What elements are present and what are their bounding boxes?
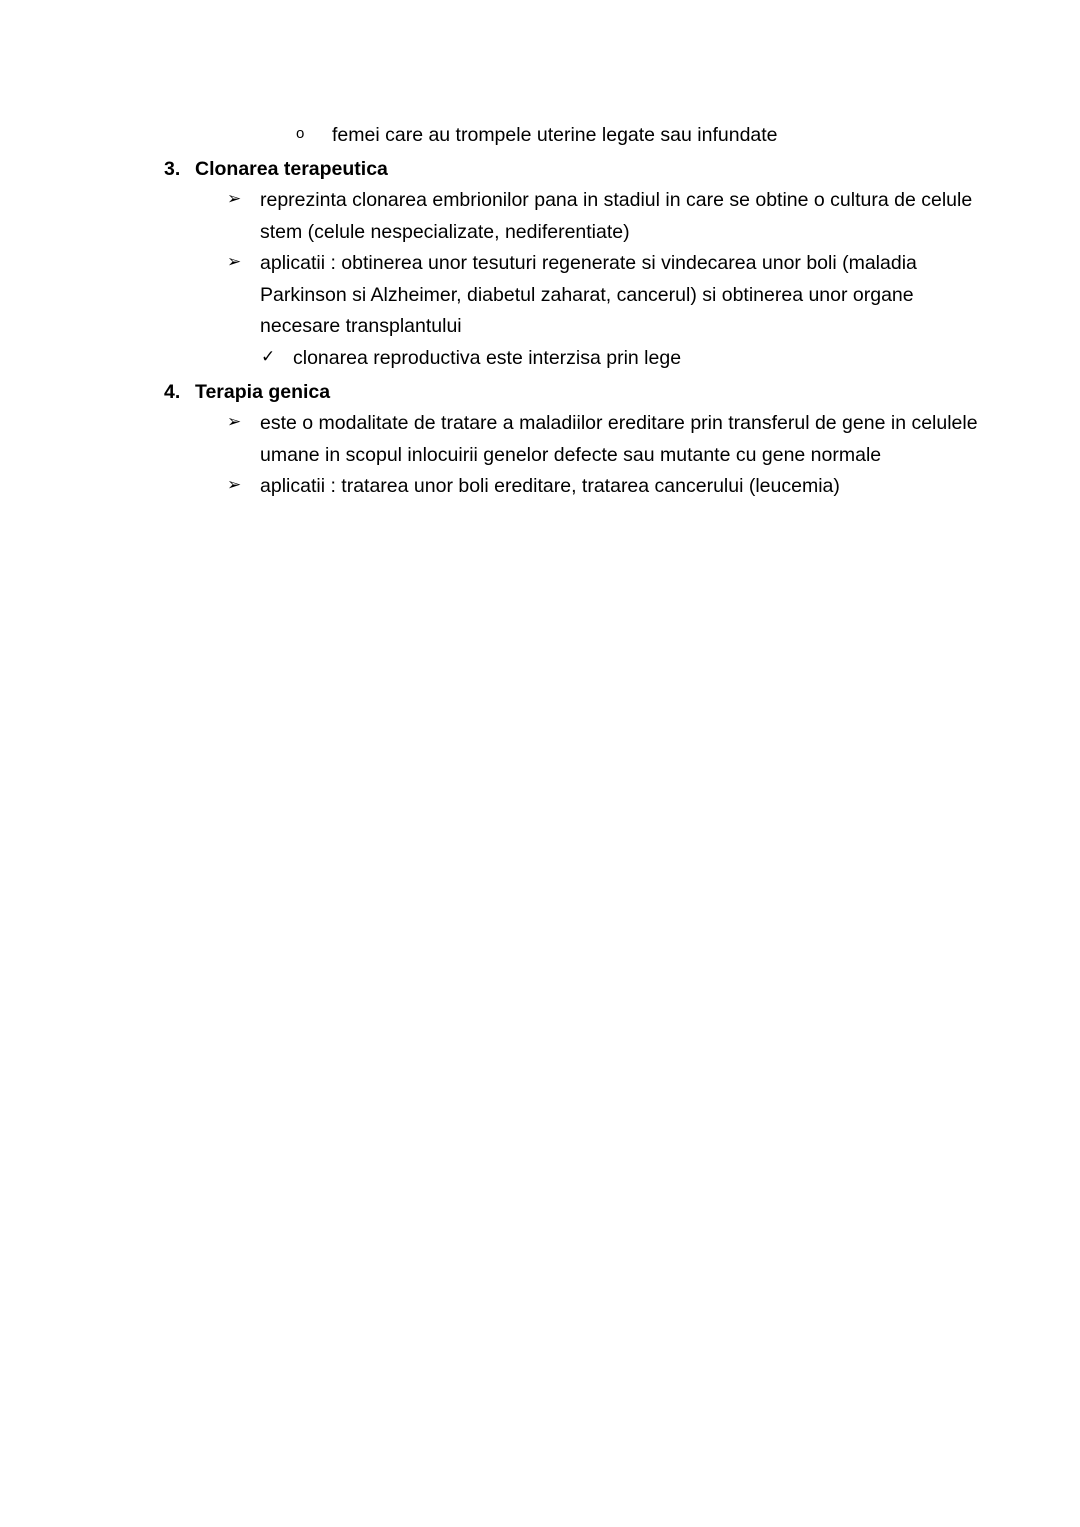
- numbered-heading: [164, 154, 984, 186]
- list-item: [227, 408, 984, 471]
- list-item-text: clonarea reproductiva este interzisa prin lege: [293, 347, 682, 370]
- circle-bullet-icon: o: [296, 125, 305, 142]
- numbered-heading: [164, 377, 984, 409]
- list-item-text: reprezinta clonarea embrionilor pana in stadiul in care se obtine o cultura de celule stem (celule nespecializate, nediferentiate): [260, 189, 973, 243]
- check-bullet-icon: ✓: [261, 347, 276, 367]
- numbered-heading-text: Clonarea terapeutica: [195, 157, 388, 180]
- list-item-text: aplicatii : tratarea unor boli ereditare, tratarea cancerului (leucemia): [260, 475, 840, 498]
- list-item-text: femei care au trompele uterine legate sau infundate: [332, 124, 778, 146]
- list-item: [227, 248, 984, 343]
- arrow-bullet-icon: ➢: [227, 189, 242, 209]
- arrow-bullet-icon: ➢: [227, 412, 242, 432]
- list-item-text: este o modalitate de tratare a maladiilor ereditare prin transferul de gene in celulele umane in scopul inlocuirii genelor defecte sau mutante cu gene normale: [260, 412, 978, 466]
- list-item: [227, 185, 984, 248]
- list-item: [296, 120, 984, 152]
- arrow-bullet-icon: ➢: [227, 475, 242, 495]
- list-number-marker: 3.: [164, 157, 181, 180]
- document-body: [96, 120, 984, 503]
- list-number-marker: 4.: [164, 380, 181, 403]
- arrow-bullet-icon: ➢: [227, 252, 242, 272]
- list-item: [261, 343, 984, 375]
- list-item: [227, 471, 984, 503]
- numbered-heading-text: Terapia genica: [195, 380, 331, 403]
- list-item-text: aplicatii : obtinerea unor tesuturi regenerate si vindecarea unor boli (maladia Parkinson si Alzheimer, diabetul zaharat, cancerul) si obtinerea unor organe necesare transplantului: [260, 252, 917, 338]
